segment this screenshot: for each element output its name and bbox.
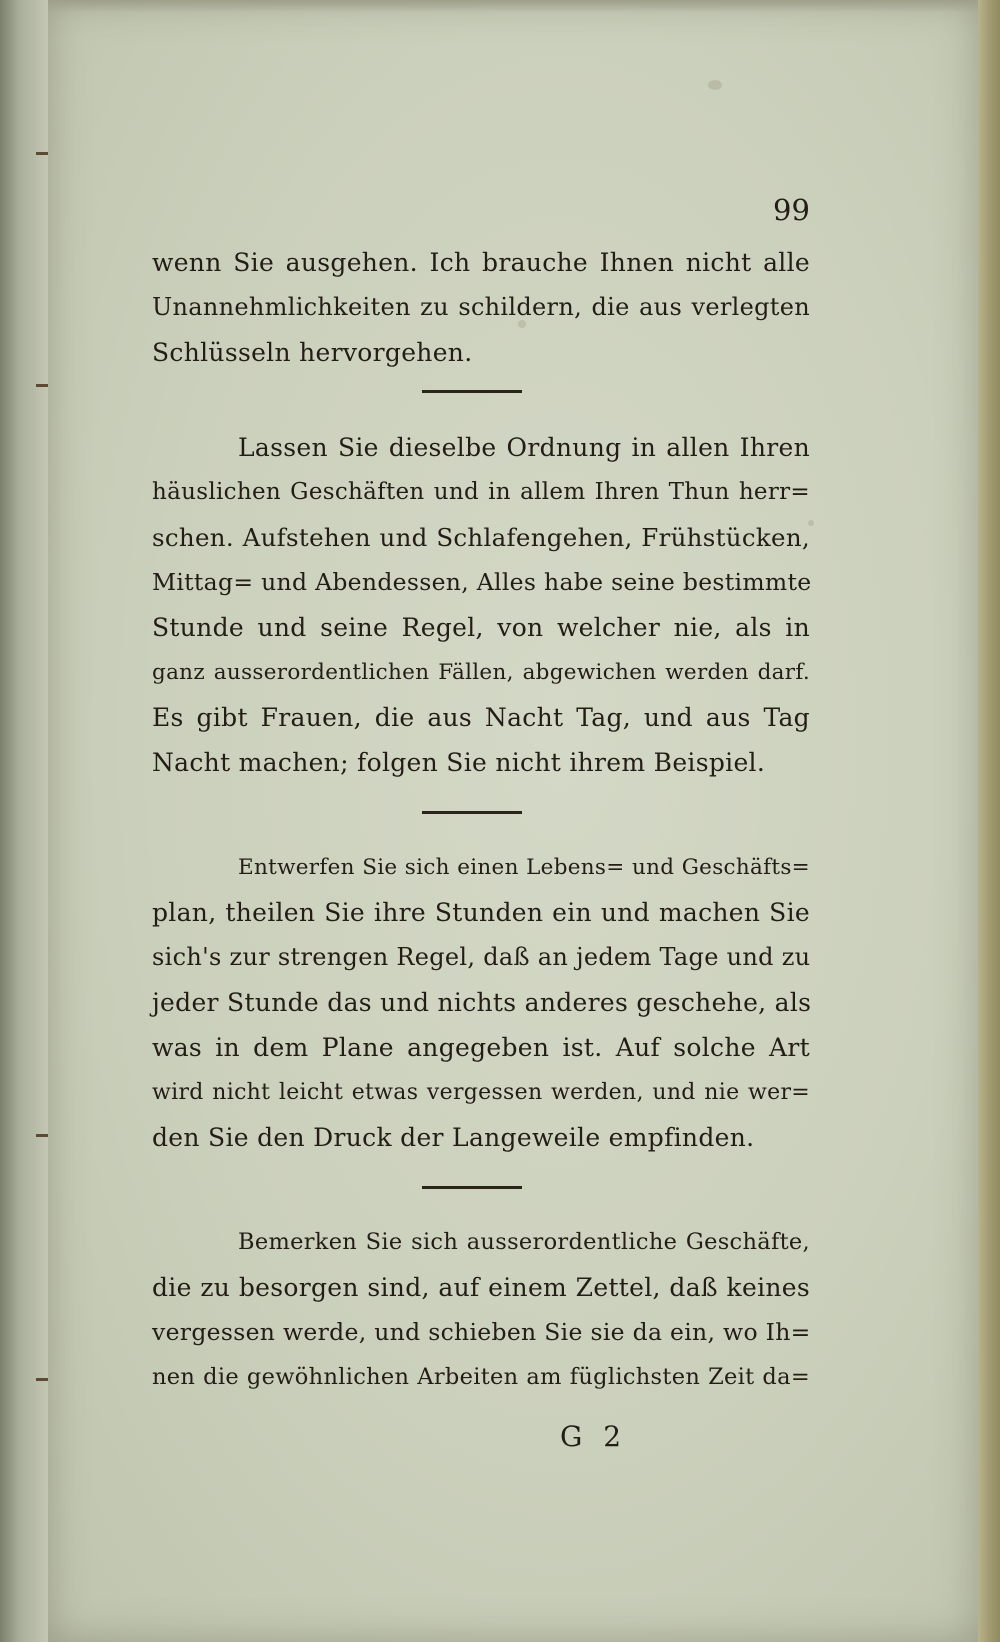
text-line: den Sie den Druck der Langeweile empfinden. [152,1123,755,1152]
text-line: Schlüsseln hervorgehen. [152,338,473,367]
text-line: nen die gewöhnlichen Arbeiten am füglichsten Zeit da= [152,1364,810,1390]
text-line: plan, theilen Sie ihre Stunden ein und machen Sie [152,898,810,927]
book-spine-gutter [0,0,50,1642]
section-divider [422,1186,522,1189]
text-line: wird nicht leicht etwas vergessen werden, und nie wer= [152,1080,810,1105]
text-line: die zu besorgen sind, auf einem Zettel, daß keines [152,1273,810,1302]
paragraph [152,425,810,785]
text-line: Entwerfen Sie sich einen Lebens= und Geschäfts= [238,855,810,880]
text-line: was in dem Plane angegeben ist. Auf solche Art [152,1033,810,1062]
page-top-edge [48,0,978,12]
signature-mark: G 2 [560,1420,628,1453]
section-divider [422,390,522,393]
text-line: sich's zur strengen Regel, daß an jedem Tage und zu [152,943,811,971]
text-line: vergessen werde, und schieben Sie sie da ein, wo Ih= [152,1318,811,1346]
text-line: Unannehmlichkeiten zu schildern, die aus verlegten [152,293,810,321]
text-line: schen. Aufstehen und Schlafengehen, Frühstücken, [152,523,810,552]
page-number: 99 [773,193,810,227]
text-line: jeder Stunde das und nichts anderes geschehe, als [152,988,812,1017]
section-divider [422,811,522,814]
text-line: Mittag= und Abendessen, Alles habe seine bestimmte [152,568,812,596]
text-line: Es gibt Frauen, die aus Nacht Tag, und aus Tag [152,703,810,732]
paragraph [152,845,810,1160]
text-line: ganz ausserordentlichen Fällen, abgewichen werden darf. [152,660,810,685]
text-line: Lassen Sie dieselbe Ordnung in allen Ihren [238,433,810,462]
paper-stain [708,80,722,90]
paragraph [152,1220,810,1400]
text-line: Bemerken Sie sich ausserordentliche Geschäfte, [238,1229,810,1255]
paragraph [152,240,810,375]
text-line: Stunde und seine Regel, von welcher nie, als in [152,613,810,642]
text-line: Nacht machen; folgen Sie nicht ihrem Beispiel. [152,748,766,777]
text-line: wenn Sie ausgehen. Ich brauche Ihnen nicht alle [152,248,810,277]
text-line: häuslichen Geschäften und in allem Ihren Thun herr= [152,479,810,505]
page-fore-edge [978,0,1000,1642]
